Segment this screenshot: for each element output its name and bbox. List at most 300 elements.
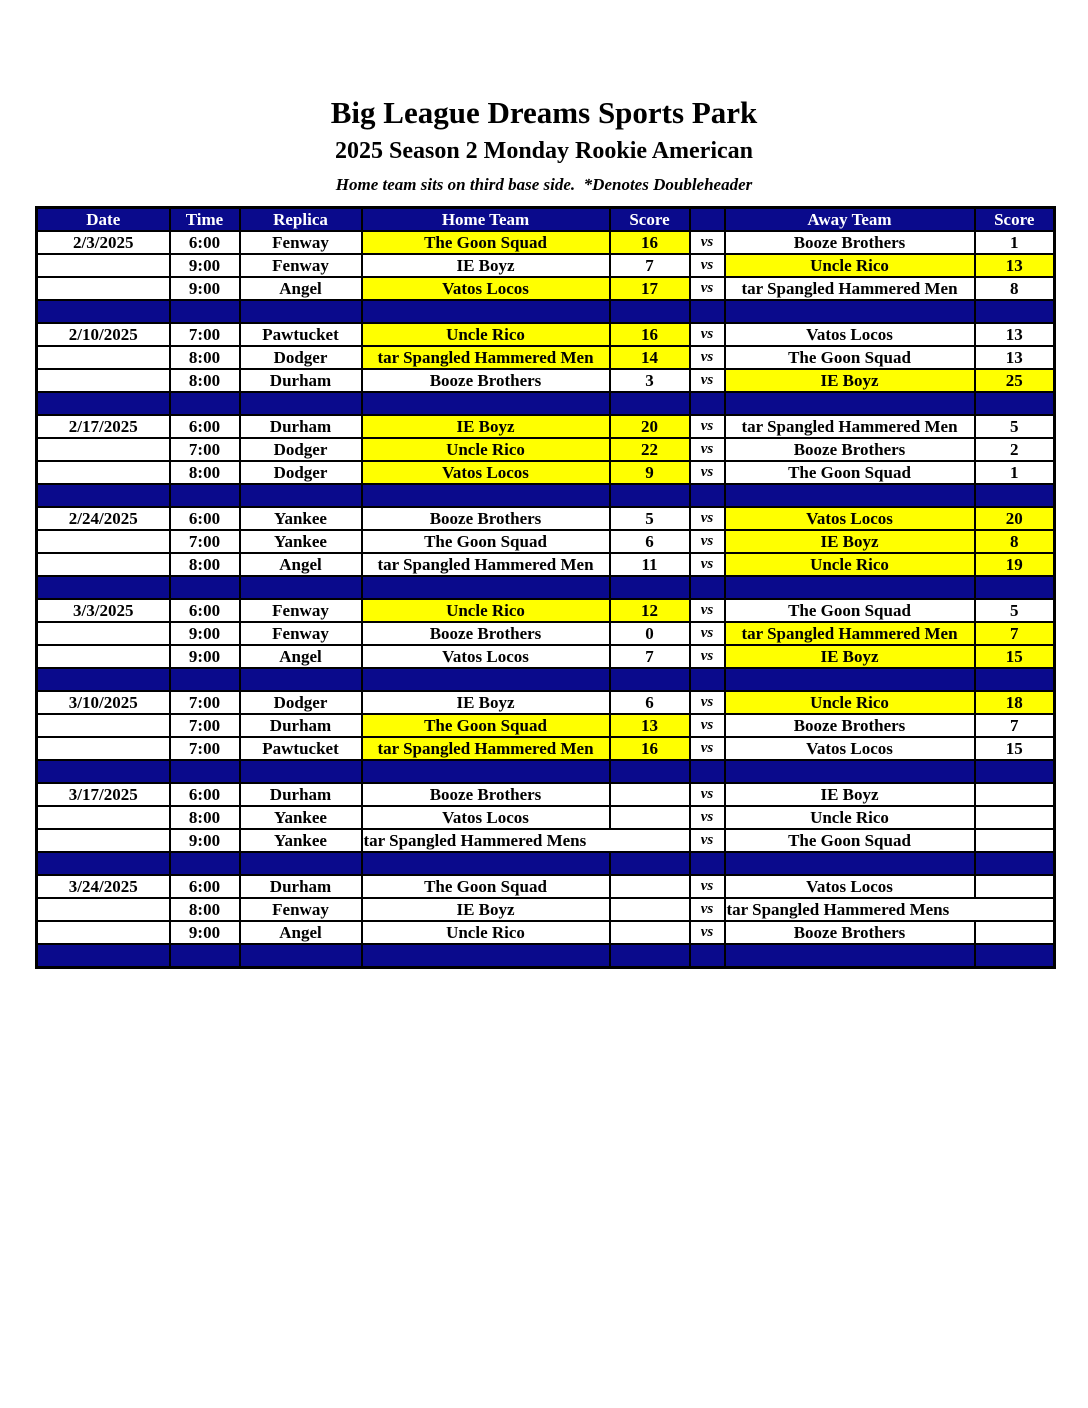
home-score-cell: 7 xyxy=(610,645,690,668)
page-title: Big League Dreams Sports Park xyxy=(330,95,758,130)
replica-cell: Fenway xyxy=(240,622,362,645)
game-row xyxy=(37,415,1055,438)
time-cell: 6:00 xyxy=(170,783,240,806)
away-team-cell: The Goon Squad xyxy=(725,599,975,622)
date-cell xyxy=(37,369,170,392)
vs-label: vs xyxy=(690,622,725,645)
home-score-cell: 17 xyxy=(610,277,690,300)
separator-cell xyxy=(690,300,725,323)
home-score-cell: 9 xyxy=(610,461,690,484)
away-team-cell: The Goon Squad xyxy=(725,461,975,484)
separator-cell xyxy=(690,944,725,968)
game-row xyxy=(37,254,1055,277)
away-team-cell: Vatos Locos xyxy=(725,737,975,760)
separator-cell xyxy=(240,668,362,691)
away-score-cell: 7 xyxy=(975,714,1055,737)
col-header-away-team: Away Team xyxy=(725,208,975,232)
time-cell: 8:00 xyxy=(170,346,240,369)
replica-cell: Fenway xyxy=(240,898,362,921)
document-header xyxy=(0,0,1088,195)
home-team-cell: Booze Brothers xyxy=(362,622,610,645)
date-cell: 3/24/2025 xyxy=(37,875,170,898)
away-team-cell: Booze Brothers xyxy=(725,714,975,737)
separator-cell xyxy=(362,392,610,415)
separator-cell xyxy=(170,484,240,507)
separator-cell xyxy=(37,300,170,323)
away-score-cell: 18 xyxy=(975,691,1055,714)
date-cell xyxy=(37,530,170,553)
home-score-cell: 16 xyxy=(610,737,690,760)
home-team-cell: Uncle Rico xyxy=(362,599,610,622)
away-score-cell: 20 xyxy=(975,507,1055,530)
replica-cell: Angel xyxy=(240,277,362,300)
time-cell: 7:00 xyxy=(170,438,240,461)
vs-label: vs xyxy=(690,369,725,392)
separator-cell xyxy=(170,392,240,415)
separator-cell xyxy=(975,484,1055,507)
separator-cell xyxy=(725,944,975,968)
time-cell: 9:00 xyxy=(170,829,240,852)
away-score-cell xyxy=(975,783,1055,806)
home-score-cell: 22 xyxy=(610,438,690,461)
date-cell: 2/17/2025 xyxy=(37,415,170,438)
separator-cell xyxy=(37,576,170,599)
date-cell xyxy=(37,277,170,300)
time-cell: 6:00 xyxy=(170,599,240,622)
separator-cell xyxy=(240,760,362,783)
home-team-cell: Vatos Locos xyxy=(362,461,610,484)
vs-label: vs xyxy=(690,461,725,484)
home-team-cell: tar Spangled Hammered Mens xyxy=(362,829,690,852)
vs-label: vs xyxy=(690,737,725,760)
away-team-cell: tar Spangled Hammered Mens xyxy=(725,898,1055,921)
home-team-cell: The Goon Squad xyxy=(362,231,610,254)
date-cell xyxy=(37,737,170,760)
time-cell: 7:00 xyxy=(170,691,240,714)
separator-cell xyxy=(725,392,975,415)
vs-label: vs xyxy=(690,645,725,668)
vs-label: vs xyxy=(690,323,725,346)
away-score-cell: 19 xyxy=(975,553,1055,576)
time-cell: 9:00 xyxy=(170,921,240,944)
home-team-cell: Vatos Locos xyxy=(362,645,610,668)
schedule-table xyxy=(35,206,1056,969)
replica-cell: Angel xyxy=(240,645,362,668)
game-row xyxy=(37,829,1055,852)
game-row xyxy=(37,737,1055,760)
home-team-cell: IE Boyz xyxy=(362,898,610,921)
col-header-away-score: Score xyxy=(975,208,1055,232)
replica-cell: Fenway xyxy=(240,231,362,254)
date-cell xyxy=(37,714,170,737)
separator-row xyxy=(37,392,1055,415)
time-cell: 7:00 xyxy=(170,737,240,760)
replica-cell: Fenway xyxy=(240,599,362,622)
separator-cell xyxy=(240,944,362,968)
game-row xyxy=(37,875,1055,898)
game-row xyxy=(37,369,1055,392)
game-row xyxy=(37,898,1055,921)
schedule-note: Home team sits on third base side. *Denotes Doubleheader xyxy=(335,175,753,194)
separator-cell xyxy=(240,392,362,415)
vs-label: vs xyxy=(690,783,725,806)
away-score-cell: 15 xyxy=(975,645,1055,668)
home-score-cell xyxy=(610,898,690,921)
time-cell: 9:00 xyxy=(170,622,240,645)
game-row xyxy=(37,783,1055,806)
away-score-cell: 13 xyxy=(975,254,1055,277)
away-team-cell: Vatos Locos xyxy=(725,875,975,898)
game-row xyxy=(37,645,1055,668)
separator-cell xyxy=(725,668,975,691)
home-team-cell: The Goon Squad xyxy=(362,875,610,898)
separator-cell xyxy=(690,484,725,507)
date-cell xyxy=(37,553,170,576)
home-team-cell: tar Spangled Hammered Men xyxy=(362,346,610,369)
vs-label: vs xyxy=(690,553,725,576)
separator-cell xyxy=(975,944,1055,968)
separator-cell xyxy=(240,484,362,507)
vs-label: vs xyxy=(690,921,725,944)
separator-cell xyxy=(975,852,1055,875)
replica-cell: Dodger xyxy=(240,461,362,484)
separator-cell xyxy=(362,576,610,599)
separator-cell xyxy=(725,576,975,599)
home-score-cell: 6 xyxy=(610,530,690,553)
home-team-cell: Vatos Locos xyxy=(362,277,610,300)
replica-cell: Durham xyxy=(240,369,362,392)
replica-cell: Yankee xyxy=(240,507,362,530)
time-cell: 9:00 xyxy=(170,645,240,668)
game-row xyxy=(37,622,1055,645)
separator-cell xyxy=(610,300,690,323)
date-cell xyxy=(37,921,170,944)
away-team-cell: tar Spangled Hammered Men xyxy=(725,622,975,645)
separator-cell xyxy=(170,668,240,691)
replica-cell: Durham xyxy=(240,875,362,898)
away-team-cell: tar Spangled Hammered Men xyxy=(725,415,975,438)
separator-cell xyxy=(610,668,690,691)
home-team-cell: Booze Brothers xyxy=(362,783,610,806)
separator-cell xyxy=(690,852,725,875)
away-team-cell: The Goon Squad xyxy=(725,346,975,369)
away-score-cell: 1 xyxy=(975,461,1055,484)
vs-label: vs xyxy=(690,438,725,461)
date-cell xyxy=(37,254,170,277)
separator-cell xyxy=(690,576,725,599)
col-header-date: Date xyxy=(37,208,170,232)
home-score-cell: 13 xyxy=(610,714,690,737)
separator-cell xyxy=(170,760,240,783)
date-cell xyxy=(37,461,170,484)
time-cell: 6:00 xyxy=(170,507,240,530)
game-row xyxy=(37,553,1055,576)
separator-cell xyxy=(610,760,690,783)
date-cell: 2/3/2025 xyxy=(37,231,170,254)
replica-cell: Angel xyxy=(240,553,362,576)
col-header-home-team: Home Team xyxy=(362,208,610,232)
time-cell: 8:00 xyxy=(170,898,240,921)
col-header-time: Time xyxy=(170,208,240,232)
separator-cell xyxy=(37,944,170,968)
away-team-cell: IE Boyz xyxy=(725,369,975,392)
home-score-cell: 20 xyxy=(610,415,690,438)
game-row xyxy=(37,714,1055,737)
vs-label: vs xyxy=(690,530,725,553)
away-score-cell: 5 xyxy=(975,599,1055,622)
replica-cell: Pawtucket xyxy=(240,737,362,760)
home-team-cell: Vatos Locos xyxy=(362,806,610,829)
away-team-cell: Uncle Rico xyxy=(725,254,975,277)
replica-cell: Durham xyxy=(240,415,362,438)
date-cell xyxy=(37,346,170,369)
home-score-cell: 5 xyxy=(610,507,690,530)
date-cell xyxy=(37,622,170,645)
separator-cell xyxy=(37,668,170,691)
home-score-cell: 16 xyxy=(610,323,690,346)
time-cell: 6:00 xyxy=(170,415,240,438)
away-score-cell: 15 xyxy=(975,737,1055,760)
vs-label: vs xyxy=(690,875,725,898)
separator-cell xyxy=(725,760,975,783)
time-cell: 6:00 xyxy=(170,875,240,898)
separator-cell xyxy=(610,852,690,875)
replica-cell: Angel xyxy=(240,921,362,944)
date-cell: 3/10/2025 xyxy=(37,691,170,714)
separator-cell xyxy=(362,944,610,968)
away-team-cell: Booze Brothers xyxy=(725,231,975,254)
away-team-cell: Uncle Rico xyxy=(725,691,975,714)
home-score-cell: 7 xyxy=(610,254,690,277)
vs-label: vs xyxy=(690,691,725,714)
vs-label: vs xyxy=(690,898,725,921)
away-score-cell xyxy=(975,829,1055,852)
replica-cell: Pawtucket xyxy=(240,323,362,346)
date-cell: 3/3/2025 xyxy=(37,599,170,622)
separator-cell xyxy=(240,852,362,875)
game-row xyxy=(37,806,1055,829)
time-cell: 8:00 xyxy=(170,806,240,829)
time-cell: 6:00 xyxy=(170,231,240,254)
date-cell: 2/10/2025 xyxy=(37,323,170,346)
home-score-cell: 11 xyxy=(610,553,690,576)
home-score-cell: 14 xyxy=(610,346,690,369)
separator-cell xyxy=(362,300,610,323)
separator-cell xyxy=(362,760,610,783)
home-score-cell xyxy=(610,806,690,829)
separator-cell xyxy=(170,576,240,599)
separator-cell xyxy=(610,944,690,968)
separator-cell xyxy=(975,300,1055,323)
separator-row xyxy=(37,668,1055,691)
separator-cell xyxy=(610,484,690,507)
away-team-cell: Uncle Rico xyxy=(725,806,975,829)
separator-cell xyxy=(37,484,170,507)
separator-row xyxy=(37,852,1055,875)
home-team-cell: tar Spangled Hammered Men xyxy=(362,737,610,760)
separator-cell xyxy=(975,760,1055,783)
separator-cell xyxy=(362,852,610,875)
date-cell: 2/24/2025 xyxy=(37,507,170,530)
away-team-cell: Uncle Rico xyxy=(725,553,975,576)
time-cell: 7:00 xyxy=(170,530,240,553)
separator-cell xyxy=(690,668,725,691)
separator-cell xyxy=(975,392,1055,415)
time-cell: 7:00 xyxy=(170,714,240,737)
away-score-cell: 2 xyxy=(975,438,1055,461)
separator-row xyxy=(37,944,1055,968)
separator-cell xyxy=(690,760,725,783)
separator-cell xyxy=(37,760,170,783)
game-row xyxy=(37,438,1055,461)
game-row xyxy=(37,323,1055,346)
away-score-cell: 13 xyxy=(975,323,1055,346)
separator-cell xyxy=(170,944,240,968)
separator-row xyxy=(37,300,1055,323)
separator-cell xyxy=(610,576,690,599)
separator-cell xyxy=(362,484,610,507)
replica-cell: Yankee xyxy=(240,530,362,553)
away-score-cell: 25 xyxy=(975,369,1055,392)
vs-label: vs xyxy=(690,346,725,369)
separator-cell xyxy=(37,392,170,415)
replica-cell: Fenway xyxy=(240,254,362,277)
away-score-cell: 8 xyxy=(975,530,1055,553)
home-score-cell: 0 xyxy=(610,622,690,645)
away-score-cell: 7 xyxy=(975,622,1055,645)
home-team-cell: IE Boyz xyxy=(362,415,610,438)
home-score-cell: 12 xyxy=(610,599,690,622)
away-team-cell: tar Spangled Hammered Men xyxy=(725,277,975,300)
vs-label: vs xyxy=(690,231,725,254)
col-header-replica: Replica xyxy=(240,208,362,232)
away-score-cell: 8 xyxy=(975,277,1055,300)
separator-cell xyxy=(690,392,725,415)
away-team-cell: Booze Brothers xyxy=(725,921,975,944)
game-row xyxy=(37,346,1055,369)
away-score-cell xyxy=(975,806,1055,829)
home-team-cell: tar Spangled Hammered Men xyxy=(362,553,610,576)
game-row xyxy=(37,277,1055,300)
home-team-cell: Uncle Rico xyxy=(362,323,610,346)
page-subtitle: 2025 Season 2 Monday Rookie American xyxy=(334,138,753,164)
away-team-cell: Booze Brothers xyxy=(725,438,975,461)
replica-cell: Durham xyxy=(240,714,362,737)
time-cell: 9:00 xyxy=(170,254,240,277)
home-score-cell xyxy=(610,783,690,806)
home-score-cell: 3 xyxy=(610,369,690,392)
date-cell: 3/17/2025 xyxy=(37,783,170,806)
game-row xyxy=(37,691,1055,714)
home-team-cell: Booze Brothers xyxy=(362,507,610,530)
replica-cell: Yankee xyxy=(240,829,362,852)
date-cell xyxy=(37,829,170,852)
separator-cell xyxy=(975,668,1055,691)
away-score-cell: 13 xyxy=(975,346,1055,369)
col-header-vs xyxy=(690,208,725,232)
separator-cell xyxy=(240,576,362,599)
separator-cell xyxy=(170,300,240,323)
separator-row xyxy=(37,576,1055,599)
away-score-cell: 1 xyxy=(975,231,1055,254)
separator-cell xyxy=(725,300,975,323)
vs-label: vs xyxy=(690,829,725,852)
away-team-cell: The Goon Squad xyxy=(725,829,975,852)
vs-label: vs xyxy=(690,415,725,438)
time-cell: 7:00 xyxy=(170,323,240,346)
replica-cell: Dodger xyxy=(240,691,362,714)
away-team-cell: Vatos Locos xyxy=(725,323,975,346)
date-cell xyxy=(37,806,170,829)
vs-label: vs xyxy=(690,714,725,737)
separator-cell xyxy=(37,852,170,875)
home-score-cell: 6 xyxy=(610,691,690,714)
home-team-cell: The Goon Squad xyxy=(362,714,610,737)
replica-cell: Durham xyxy=(240,783,362,806)
separator-cell xyxy=(362,668,610,691)
vs-label: vs xyxy=(690,254,725,277)
vs-label: vs xyxy=(690,806,725,829)
game-row xyxy=(37,921,1055,944)
game-row xyxy=(37,461,1055,484)
away-team-cell: IE Boyz xyxy=(725,530,975,553)
replica-cell: Yankee xyxy=(240,806,362,829)
home-team-cell: IE Boyz xyxy=(362,691,610,714)
home-team-cell: IE Boyz xyxy=(362,254,610,277)
time-cell: 8:00 xyxy=(170,553,240,576)
away-team-cell: IE Boyz xyxy=(725,645,975,668)
away-score-cell xyxy=(975,875,1055,898)
away-team-cell: IE Boyz xyxy=(725,783,975,806)
home-score-cell xyxy=(610,875,690,898)
replica-cell: Dodger xyxy=(240,346,362,369)
separator-cell xyxy=(725,484,975,507)
separator-row xyxy=(37,760,1055,783)
home-team-cell: Uncle Rico xyxy=(362,438,610,461)
home-score-cell: 16 xyxy=(610,231,690,254)
game-row xyxy=(37,599,1055,622)
game-row xyxy=(37,530,1055,553)
home-team-cell: Uncle Rico xyxy=(362,921,610,944)
home-score-cell xyxy=(610,921,690,944)
time-cell: 9:00 xyxy=(170,277,240,300)
game-row xyxy=(37,231,1055,254)
home-team-cell: The Goon Squad xyxy=(362,530,610,553)
away-score-cell xyxy=(975,921,1055,944)
separator-cell xyxy=(170,852,240,875)
time-cell: 8:00 xyxy=(170,461,240,484)
vs-label: vs xyxy=(690,599,725,622)
vs-label: vs xyxy=(690,507,725,530)
date-cell xyxy=(37,438,170,461)
date-cell xyxy=(37,645,170,668)
home-team-cell: Booze Brothers xyxy=(362,369,610,392)
time-cell: 8:00 xyxy=(170,369,240,392)
separator-cell xyxy=(975,576,1055,599)
col-header-home-score: Score xyxy=(610,208,690,232)
separator-cell xyxy=(610,392,690,415)
away-score-cell: 5 xyxy=(975,415,1055,438)
separator-cell xyxy=(725,852,975,875)
separator-cell xyxy=(240,300,362,323)
game-row xyxy=(37,507,1055,530)
separator-row xyxy=(37,484,1055,507)
date-cell xyxy=(37,898,170,921)
vs-label: vs xyxy=(690,277,725,300)
replica-cell: Dodger xyxy=(240,438,362,461)
table-header-row xyxy=(37,208,1055,232)
away-team-cell: Vatos Locos xyxy=(725,507,975,530)
